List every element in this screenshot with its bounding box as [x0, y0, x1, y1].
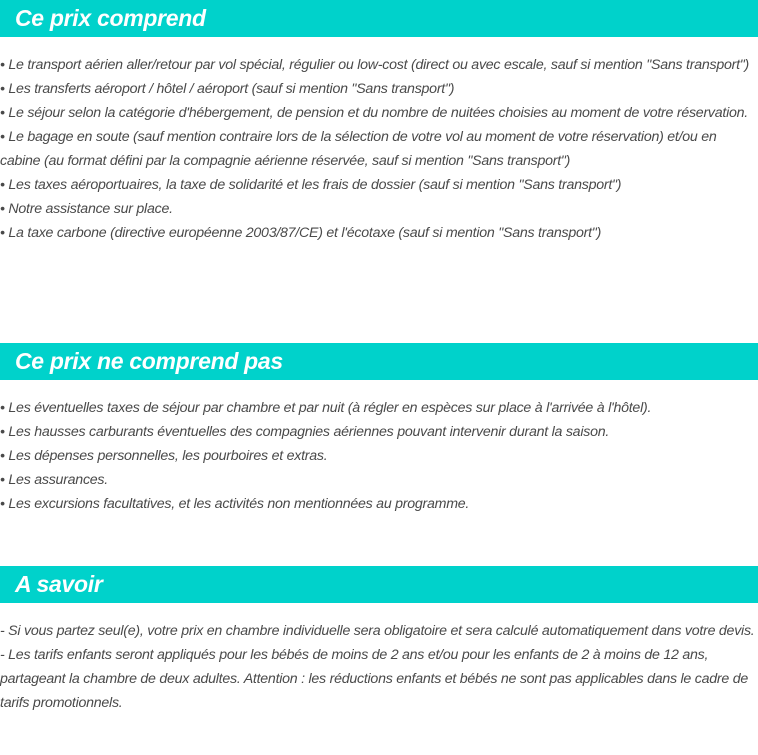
- list-item: • Les éventuelles taxes de séjour par chambre et par nuit (à régler en espèces sur place à l'arrivée à l'hôtel).: [0, 400, 652, 416]
- list-item: • La taxe carbone (directive européenne 2003/87/CE) et l'écotaxe (sauf si mention "Sans transport"): [0, 225, 602, 241]
- price-excludes-heading: Ce prix ne comprend pas: [0, 343, 758, 380]
- list-item: • Notre assistance sur place.: [0, 201, 173, 217]
- list-item: - Si vous partez seul(e), votre prix en chambre individuelle sera obligatoire et sera calculé automatiquement dans votre devis.: [0, 623, 755, 639]
- list-item: • Le séjour selon la catégorie d'hébergement, de pension et du nombre de nuitées choisies au moment de votre réservation.: [0, 105, 748, 121]
- list-item: • Les transferts aéroport / hôtel / aéroport (sauf si mention "Sans transport"): [0, 81, 455, 97]
- list-item: • Le bagage en soute (sauf mention contraire lors de la sélection de votre vol au moment de votre réservation) et/ou en cabine (au format défini par la compagnie aérienne réservée, sauf si mention "Sans transport"): [0, 129, 717, 169]
- list-item: • Les taxes aéroportuaires, la taxe de solidarité et les frais de dossier (sauf si mention "Sans transport"): [0, 177, 622, 193]
- list-item: • Les hausses carburants éventuelles des compagnies aériennes pouvant intervenir durant la saison.: [0, 424, 610, 440]
- list-item: • Les excursions facultatives, et les activités non mentionnées au programme.: [0, 496, 470, 512]
- list-item: • Les dépenses personnelles, les pourboires et extras.: [0, 448, 328, 464]
- list-item: • Le transport aérien aller/retour par vol spécial, régulier ou low-cost (direct ou avec escale, sauf si mention "Sans transport"): [0, 57, 750, 73]
- good-to-know-heading: A savoir: [0, 566, 758, 603]
- price-includes-heading: Ce prix comprend: [0, 0, 758, 37]
- price-includes-section: [0, 0, 758, 245]
- good-to-know-section: [0, 566, 758, 715]
- price-excludes-section: [0, 343, 758, 516]
- list-item: - Les tarifs enfants seront appliqués pour les bébés de moins de 2 ans et/ou pour les enfants de 2 à moins de 12 ans, partageant la chambre de deux adultes. Attention : les réductions enfants et bébés ne sont pas applicables dans le cadre de tarifs promotionnels.: [0, 647, 748, 711]
- price-includes-list: [0, 53, 758, 245]
- good-to-know-list: [0, 619, 758, 715]
- price-excludes-list: [0, 396, 758, 516]
- list-item: • Les assurances.: [0, 472, 108, 488]
